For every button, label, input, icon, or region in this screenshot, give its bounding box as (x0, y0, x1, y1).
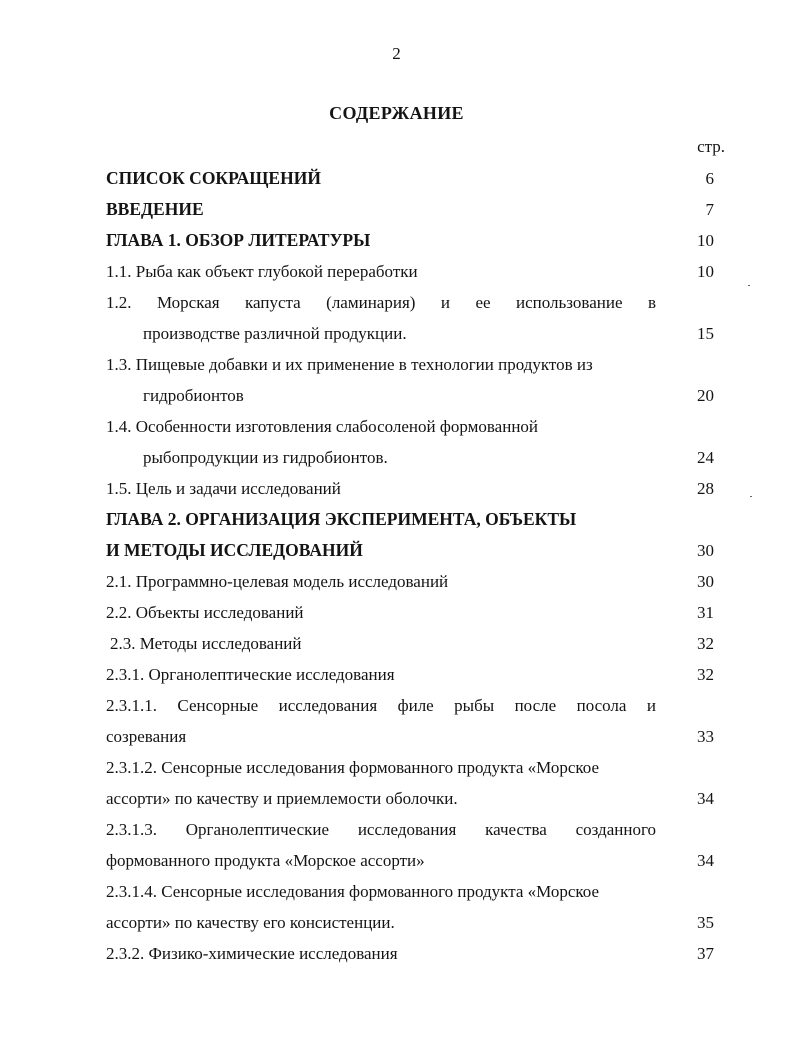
toc-entry-text: СПИСОК СОКРАЩЕНИЙ (106, 168, 321, 188)
toc-entry-page: 24 (697, 448, 714, 467)
toc-entry (106, 845, 718, 876)
toc-entry-text: ассорти» по качеству и приемлемости оболочки. (106, 789, 458, 808)
toc-entry-page: 37 (697, 944, 714, 963)
toc-entry-page: 6 (705, 169, 714, 188)
toc-entry (106, 783, 718, 814)
toc-entry-text: созревания (106, 727, 187, 746)
toc-entry-text: 1.4. Особенности изготовления слабосоленой формованной (106, 417, 539, 436)
toc-entry-page: 34 (697, 851, 714, 870)
toc-entry-text: 2.3.1.4. Сенсорные исследования формованного продукта «Морское (106, 882, 600, 901)
toc-entry-page: 31 (697, 603, 714, 622)
toc-entry-page: 34 (697, 789, 714, 808)
toc-entry-page: 15 (697, 324, 714, 343)
toc-entry-text: 2.3. Методы исследований (110, 634, 302, 653)
toc-entry (106, 318, 718, 349)
toc-entry-page: 33 (697, 727, 714, 746)
toc-entry (106, 566, 718, 597)
toc-entry-page: 10 (697, 262, 714, 281)
toc-entry (106, 752, 718, 783)
toc-entry-page: 20 (697, 386, 714, 405)
scan-speck (748, 285, 750, 286)
toc-entry-text: 2.3.1. Органолептические исследования (106, 665, 395, 684)
toc-entry-text: ВВЕДЕНИЕ (106, 199, 204, 219)
toc-entry-text: ассорти» по качеству его консистенции. (106, 913, 395, 932)
toc-entry-page: 32 (697, 634, 714, 653)
toc-entry-text: ГЛАВА 2. ОРГАНИЗАЦИЯ ЭКСПЕРИМЕНТА, ОБЪЕКТЫ (106, 509, 577, 529)
toc-entry (106, 380, 718, 411)
toc-entry-text: 2.3.1.1. Сенсорные исследования филе рыбы после посола и (106, 696, 656, 715)
toc-entry (106, 411, 718, 442)
table-of-contents (106, 163, 718, 969)
toc-entry-page: 10 (697, 231, 714, 250)
toc-entry-page: 30 (697, 572, 714, 591)
toc-entry-text: рыбопродукции из гидробионтов. (143, 448, 388, 467)
toc-entry-text: гидробионтов (143, 386, 244, 405)
toc-entry (106, 721, 718, 752)
toc-entry (106, 504, 718, 535)
scan-speck (750, 496, 752, 497)
toc-entry (106, 628, 718, 659)
toc-entry (106, 690, 718, 721)
toc-entry-page: 30 (697, 541, 714, 560)
toc-entry-page: 7 (705, 200, 714, 219)
toc-entry-page: 35 (697, 913, 714, 932)
toc-entry-text: ГЛАВА 1. ОБЗОР ЛИТЕРАТУРЫ (106, 230, 371, 250)
toc-entry-text: 2.1. Программно-целевая модель исследований (106, 572, 449, 591)
toc-entry (106, 876, 718, 907)
toc-entry (106, 473, 718, 504)
toc-entry-text: 2.2. Объекты исследований (106, 603, 304, 622)
toc-entry-text: И МЕТОДЫ ИССЛЕДОВАНИЙ (106, 540, 363, 560)
page-number: 2 (392, 44, 401, 63)
page-title: СОДЕРЖАНИЕ (329, 103, 464, 123)
toc-entry-page: 32 (697, 665, 714, 684)
toc-entry (106, 256, 718, 287)
toc-entry (106, 659, 718, 690)
toc-entry-text: производстве различной продукции. (143, 324, 407, 343)
toc-entry (106, 287, 718, 318)
toc-entry-text: 2.3.1.3. Органолептические исследования качества созданного (106, 820, 656, 839)
toc-entry-text: формованного продукта «Морское ассорти» (106, 851, 425, 870)
page-column-header: стр. (697, 137, 725, 156)
toc-entry-text: 1.2. Морская капуста (ламинария) и ее использование в (106, 293, 656, 312)
toc-entry-text: 1.1. Рыба как объект глубокой переработки (106, 262, 418, 281)
toc-entry (106, 194, 718, 225)
toc-entry (106, 349, 718, 380)
toc-entry-text: 2.3.2. Физико-химические исследования (106, 944, 398, 963)
toc-entry (106, 163, 718, 194)
toc-entry (106, 814, 718, 845)
toc-entry-page: 28 (697, 479, 714, 498)
toc-entry-text: 1.5. Цель и задачи исследований (106, 479, 341, 498)
toc-entry (106, 442, 718, 473)
toc-entry-text: 2.3.1.2. Сенсорные исследования формованного продукта «Морское (106, 758, 600, 777)
toc-entry (106, 597, 718, 628)
toc-entry (106, 938, 718, 969)
toc-entry (106, 907, 718, 938)
toc-entry (106, 535, 718, 566)
toc-entry-text: 1.3. Пищевые добавки и их применение в технологии продуктов из (106, 355, 593, 374)
toc-entry (106, 225, 718, 256)
